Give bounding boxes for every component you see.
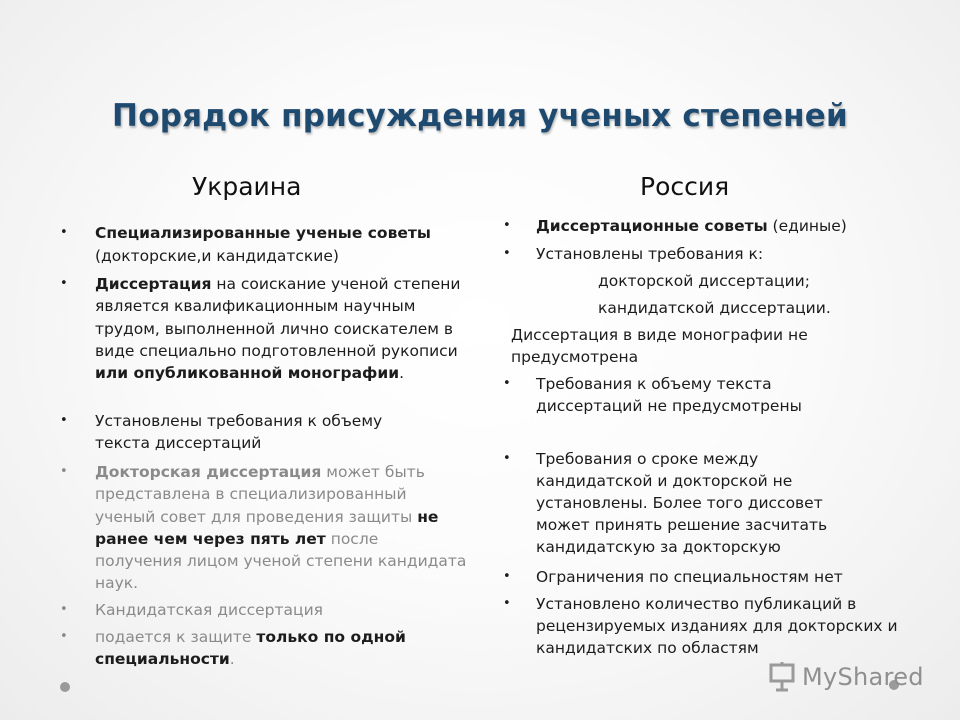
ukraine-item-2: Диссертация на соискание ученой степени является квалификационным научным трудом, выполненной лично соискателем в виде специально подготовленной рукописи или опубликованной монографии. [95, 275, 461, 383]
bullet-dot: • [60, 413, 68, 428]
russia-item-2: Установлены требования к: [536, 245, 764, 263]
bullet-dot: • [60, 629, 68, 644]
ukraine-item-1-cont: (докторские,и кандидатские) [95, 247, 339, 265]
presentation-board-icon [768, 662, 796, 692]
russia-item-1: Диссертационные советы (единые) [536, 217, 847, 235]
ukraine-item-4: Докторская диссертация может быть представлена в специализированный ученый совет для проведения защиты не ранее чем через пять лет после получения лицом ученой степени кандидата наук. [95, 463, 467, 593]
russia-item-5: Требования о сроке между кандидатской и докторской не установлены. Более того диссовет может принять решение засчитать кандидатскую за докторскую [536, 450, 828, 556]
ukraine-heading: Украина [192, 172, 302, 201]
page-title: Порядок присуждения ученых степеней [112, 98, 848, 134]
bullet-dot: • [503, 246, 511, 261]
bullet-dot: • [503, 596, 511, 611]
russia-item-7: Установлено количество публикаций в рецензируемых изданиях для докторских и кандидатских по областям [536, 595, 898, 657]
russia-item-6: Ограничения по специальностям нет [536, 568, 843, 586]
bullet-dot: • [503, 218, 511, 233]
russia-sub-item-1: докторской диссертации; [598, 272, 810, 290]
bullet-dot: • [60, 602, 68, 617]
russia-item-4: Требования к объему текста диссертаций не предусмотрены [536, 375, 802, 415]
watermark-text: MyShared [802, 663, 924, 691]
bullet-dot: • [503, 569, 511, 584]
watermark-logo [768, 660, 924, 694]
ukraine-item-3: Установлены требования к объему текста диссертаций [95, 412, 383, 452]
bullet-dot: • [60, 464, 68, 479]
bullet-dot: • [503, 451, 511, 466]
ukraine-item-1: Специализированные ученые советы [95, 224, 431, 242]
corner-dot-left [60, 682, 70, 692]
russia-item-3: Диссертация в виде монографии не предусмотрена [511, 326, 808, 366]
ukraine-item-6: подается к защите только по одной специальности. [95, 628, 406, 668]
bullet-dot: • [60, 225, 68, 240]
russia-heading: Россия [640, 172, 730, 201]
russia-sub-item-2: кандидатской диссертации. [598, 299, 831, 317]
bullet-dot: • [503, 376, 511, 391]
ukraine-item-5: Кандидатская диссертация [95, 601, 323, 619]
bullet-dot: • [60, 276, 68, 291]
